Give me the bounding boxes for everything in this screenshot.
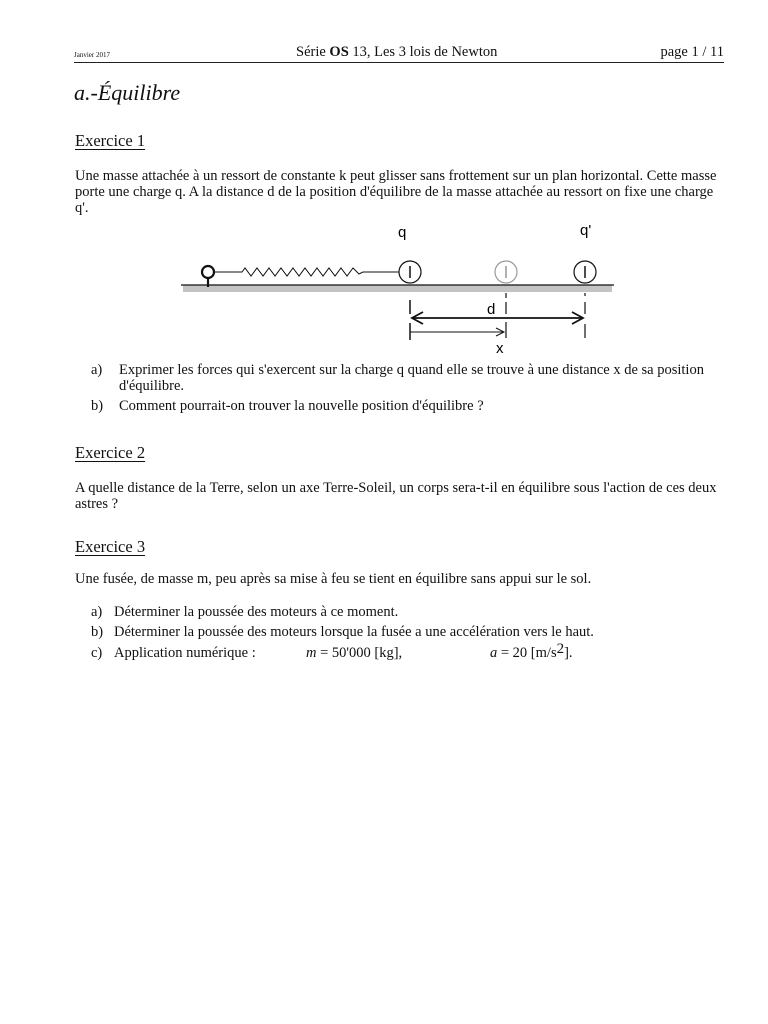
- header-page-number: page 1 / 11: [660, 44, 724, 60]
- acceleration-value: [490, 641, 573, 661]
- header-title-prefix: Série: [296, 44, 330, 60]
- ground-plane: [183, 285, 612, 292]
- exercise2-text: A quelle distance de la Terre, selon un axe Terre-Soleil, un corps sera-t-il en équilibre sous l'action de ces deux astres ?: [75, 480, 717, 512]
- exercise1-figure: [175, 218, 625, 358]
- acceleration-end: ].: [564, 645, 573, 661]
- question-text: Déterminer la poussée des moteurs à ce moment.: [114, 604, 399, 620]
- acceleration-exponent: 2: [556, 641, 565, 657]
- header-date: Janvier 2017: [74, 51, 110, 59]
- question-letter: a): [91, 604, 103, 620]
- exercise1-question-a: [91, 362, 706, 394]
- exercise1-text: Une masse attachée à un ressort de constante k peut glisser sans frottement sur un plan horizontal. Cette masse porte une charge q. A la distance d de la position d'équilibre de la masse attachée au ressort on fixe une charge q'.: [75, 168, 717, 216]
- exercise3-question-a: [91, 604, 721, 620]
- spring: [214, 268, 401, 276]
- acceleration-variable: a: [490, 645, 498, 661]
- label-x: x: [496, 340, 504, 357]
- page-header: [74, 42, 724, 63]
- mass-amount: = 50'000 [kg],: [316, 645, 403, 661]
- exercise3-questions: [91, 604, 721, 663]
- question-text: Comment pourrait-on trouver la nouvelle position d'équilibre ?: [119, 398, 484, 414]
- label-d: d: [487, 301, 496, 318]
- exercise1-title: Exercice 1: [75, 131, 146, 150]
- exercise3-question-b: [91, 624, 721, 640]
- question-letter: b): [91, 624, 104, 640]
- label-q-prime: q': [580, 222, 592, 239]
- acceleration-amount: = 20 [m/s: [497, 645, 557, 661]
- exercise3-title: Exercice 3: [75, 537, 146, 556]
- question-text: Déterminer la poussée des moteurs lorsque la fusée a une accélération vers le haut.: [114, 624, 594, 640]
- exercise2-title: Exercice 2: [75, 443, 146, 462]
- header-title-suffix: 13, Les 3 lois de Newton: [348, 44, 498, 60]
- question-text: Exprimer les forces qui s'exercent sur la charge q quand elle se trouve à une distance x de sa position d'équilibre.: [119, 362, 704, 394]
- question-letter: a): [91, 362, 103, 378]
- label-q: q: [398, 224, 407, 241]
- exercise3-question-c: [91, 641, 721, 663]
- application-label: Application numérique :: [114, 645, 256, 661]
- header-title-bold: OS: [329, 44, 349, 60]
- section-title: a.-Équilibre: [74, 80, 181, 105]
- exercise1-question-b: [91, 398, 706, 414]
- question-letter: b): [91, 398, 104, 414]
- question-letter: c): [91, 645, 103, 661]
- mass-variable: m: [306, 645, 317, 661]
- pivot-icon: [202, 266, 214, 278]
- mass-value: [306, 645, 402, 661]
- header-title: [296, 44, 497, 61]
- exercise3-text: Une fusée, de masse m, peu après sa mise à feu se tient en équilibre sans appui sur le sol.: [75, 571, 592, 587]
- exercise1-questions: [91, 362, 706, 414]
- spring-charges-diagram: [175, 218, 625, 358]
